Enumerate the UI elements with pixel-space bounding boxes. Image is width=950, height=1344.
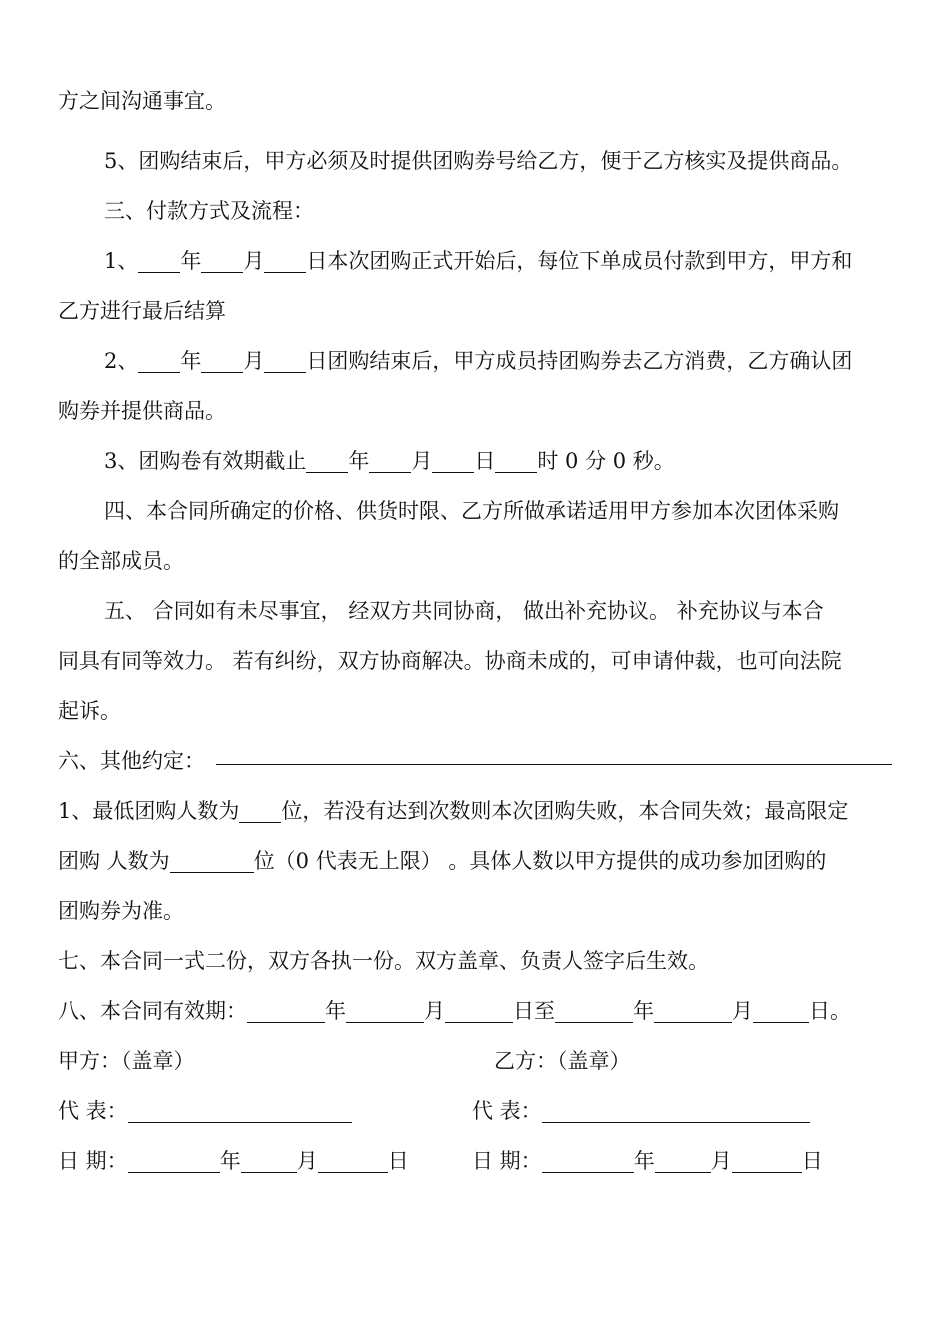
- party-a-date: 日 期： 年 月 日: [58, 1149, 409, 1173]
- text-line: 七、本合同一式二份，双方各执一份。双方盖章、负责人签字后生效。: [58, 949, 709, 973]
- section-heading: 六、其他约定：: [58, 749, 205, 773]
- blank-field: [432, 450, 474, 473]
- party-b-seal: 乙方：（盖章）: [494, 1049, 631, 1073]
- blank-field: [495, 450, 537, 473]
- blank-field: [369, 450, 411, 473]
- blank-field: [128, 1150, 220, 1173]
- text-line: 1、 年 月 日本次团购正式开始后，每位下单成员付款到甲方，甲方和: [104, 249, 853, 273]
- text-line: 5、团购结束后，甲方必须及时提供团购券号给乙方，便于乙方核实及提供商品。: [104, 149, 853, 173]
- blank-field: [170, 850, 254, 873]
- text-line: 乙方进行最后结算: [58, 299, 226, 323]
- text-line: 购券并提供商品。: [58, 399, 226, 423]
- blank-field: [201, 350, 243, 373]
- blank-field: [239, 800, 281, 823]
- party-b-representative: 代 表：: [472, 1096, 810, 1126]
- blank-field: [247, 1000, 325, 1023]
- blank-field: [732, 1150, 802, 1173]
- blank-field: [306, 450, 348, 473]
- blank-field: [138, 250, 180, 273]
- other-terms-line: [216, 764, 892, 765]
- blank-field: [318, 1150, 388, 1173]
- text-line: 同具有同等效力。 若有纠纷，双方协商解决。协商未成的，可申请仲裁，也可向法院: [58, 649, 842, 673]
- blank-field: [138, 350, 180, 373]
- blank-field: [753, 1000, 809, 1023]
- blank-field: [655, 1150, 711, 1173]
- text-line: 1、最低团购人数为 位，若没有达到次数则本次团购失败，本合同失效；最高限定: [58, 799, 849, 823]
- blank-field: [241, 1150, 297, 1173]
- party-b-date: 日 期： 年 月 日: [472, 1149, 823, 1173]
- blank-field: [264, 250, 306, 273]
- text-line: 四、本合同所确定的价格、供货时限、乙方所做承诺适用甲方参加本次团体采购: [104, 499, 839, 523]
- text-line: 五、 合同如有未尽事宜， 经双方共同协商， 做出补充协议。 补充协议与本合: [104, 599, 824, 623]
- blank-field: [264, 350, 306, 373]
- blank-field: [654, 1000, 732, 1023]
- text-line: 八、本合同有效期： 年 月 日至 年 月 日。: [58, 999, 851, 1023]
- text-line: 起诉。: [58, 699, 121, 723]
- section-heading: 三、付款方式及流程：: [104, 199, 314, 223]
- text-line: 团购券为准。: [58, 899, 184, 923]
- blank-field: [445, 1000, 513, 1023]
- text-line: 团购 人数为 位（0 代表无上限） 。具体人数以甲方提供的成功参加团购的: [58, 849, 827, 873]
- text-line: 3、团购卷有效期截止 年 月 日 时 0 分 0 秒。: [104, 449, 675, 473]
- text-line: 的全部成员。: [58, 549, 184, 573]
- party-a-representative: 代 表：: [58, 1096, 352, 1126]
- signature-field: [128, 1100, 352, 1123]
- text-line: 2、 年 月 日团购结束后，甲方成员持团购券去乙方消费，乙方确认团: [104, 349, 853, 373]
- blank-field: [542, 1150, 634, 1173]
- party-a-seal: 甲方：（盖章）: [58, 1049, 195, 1073]
- text-line: 方之间沟通事宜。: [58, 89, 226, 113]
- signature-field: [542, 1100, 810, 1123]
- blank-field: [346, 1000, 424, 1023]
- blank-field: [555, 1000, 633, 1023]
- blank-field: [201, 250, 243, 273]
